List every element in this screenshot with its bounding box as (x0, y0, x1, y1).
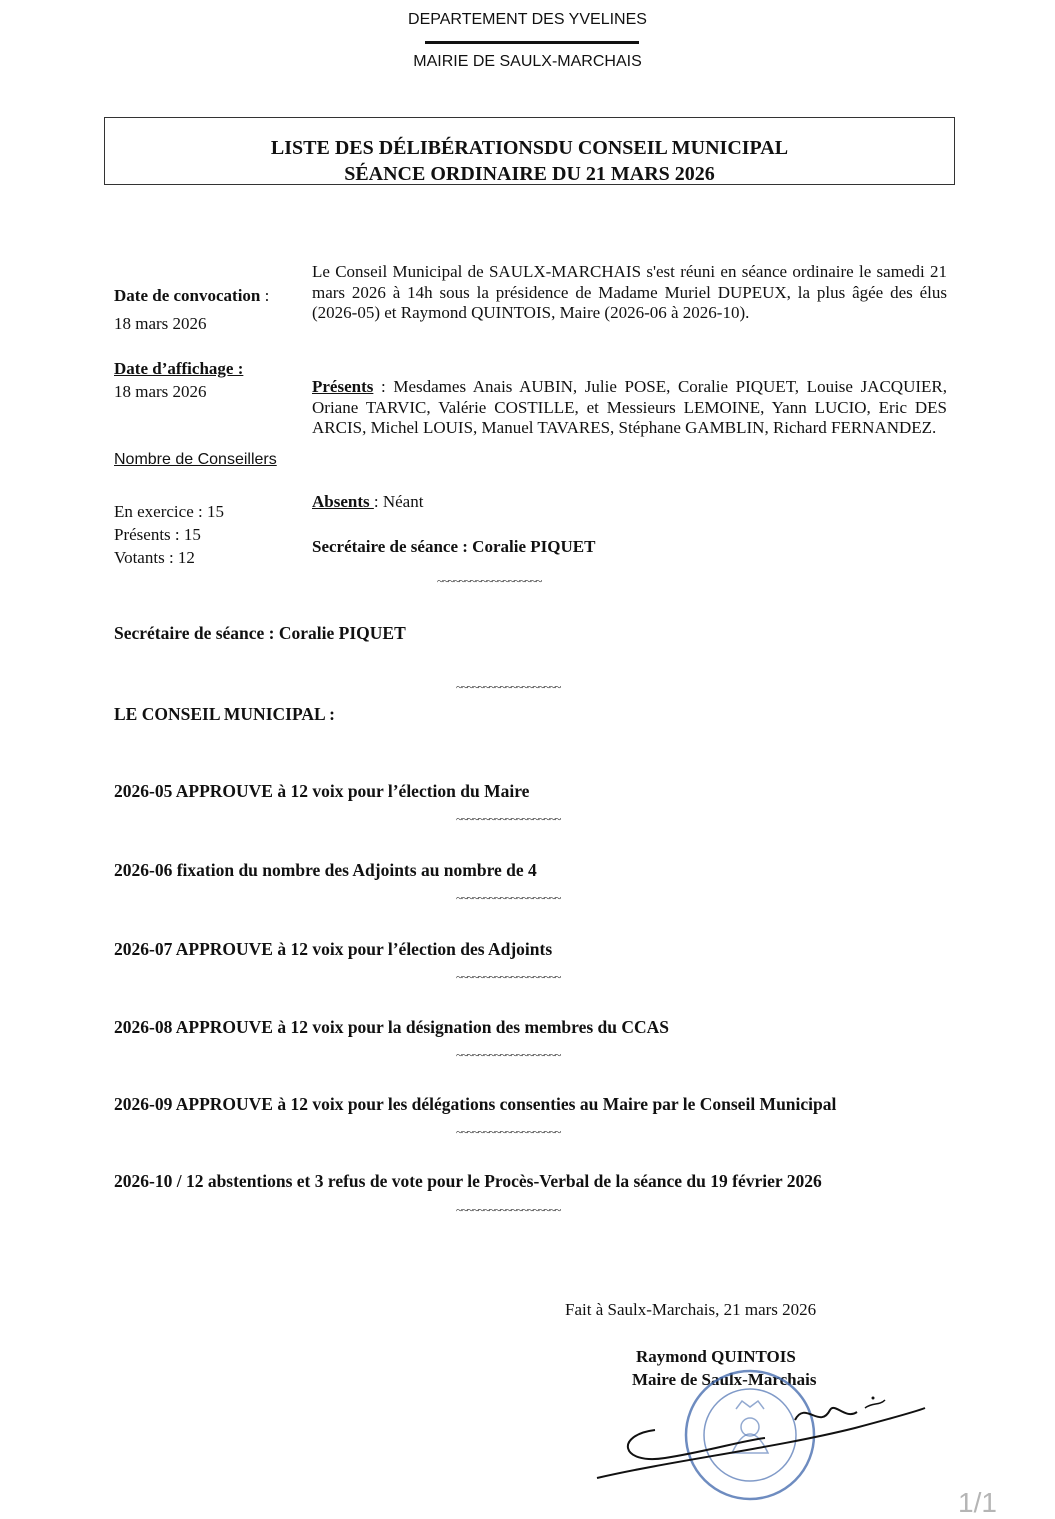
deliberation-item: 2026-09 APPROUVE à 12 voix pour les délégations consenties au Maire par le Conseil Municipal (114, 1094, 837, 1114)
separator: ~~~~~~~~~~~~~~~~~~~ (456, 891, 561, 905)
separator: ~~~~~~~~~~~~~~~~~~~ (456, 1203, 561, 1217)
body-secretaire: Secrétaire de séance : Coralie PIQUET (114, 623, 406, 643)
presents-label: Présents (312, 377, 374, 396)
mairie-header: MAIRIE DE SAULX-MARCHAIS (413, 53, 642, 70)
header-divider (425, 41, 639, 44)
department-header: DEPARTEMENT DES YVELINES (408, 11, 647, 28)
title-line-1: LISTE DES DÉLIBÉRATIONSDU CONSEIL MUNICIPAL (270, 137, 789, 159)
convocation-label: Date de convocation (114, 286, 261, 305)
absents-label: Absents (312, 492, 374, 511)
deliberation-item: 2026-05 APPROUVE à 12 voix pour l’élection du Maire (114, 781, 530, 801)
deliberation-item: 2026-07 APPROUVE à 12 voix pour l’élection des Adjoints (114, 939, 553, 959)
separator: ~~~~~~~~~~~~~~~~~~~ (437, 574, 542, 588)
separator: ~~~~~~~~~~~~~~~~~~~ (456, 1048, 561, 1062)
presents-paragraph (312, 377, 947, 439)
deliberation-item: 2026-10 / 12 abstentions et 3 refus de vote pour le Procès-Verbal de la séance du 19 février 2026 (114, 1171, 822, 1191)
conseil-heading: LE CONSEIL MUNICIPAL : (114, 704, 335, 724)
title-line-2: SÉANCE ORDINAIRE DU 21 MARS 2026 (344, 163, 715, 185)
deliberation-item: 2026-06 fixation du nombre des Adjoints au nombre de 4 (114, 860, 537, 880)
signatory-role: Maire de Saulx-Marchais (632, 1370, 817, 1389)
absents-value: : Néant (373, 492, 424, 511)
intro-secretaire: Secrétaire de séance : Coralie PIQUET (312, 537, 596, 556)
conseillers-label: Nombre de Conseillers (114, 451, 277, 468)
intro-paragraph: Le Conseil Municipal de SAULX-MARCHAIS s'est réuni en séance ordinaire le samedi 21 mars 2026 à 14h sous la présidence de Madame Muriel DUPEUX, la plus âgée des élus (2026-05) et Raymond QUINTOIS, Maire (2026-06 à 2026-10). (312, 262, 947, 322)
en-exercice: En exercice : 15 (114, 502, 224, 521)
affichage-date: 18 mars 2026 (114, 382, 207, 401)
title-box (104, 117, 955, 185)
affichage-label: Date d’affichage : (114, 359, 244, 378)
handwritten-signature (595, 1390, 930, 1485)
absents-row (312, 492, 423, 512)
convocation-colon: : (264, 286, 270, 305)
fait-a: Fait à Saulx-Marchais, 21 mars 2026 (565, 1300, 817, 1319)
convocation-label-row (114, 286, 269, 306)
deliberation-item: 2026-08 APPROUVE à 12 voix pour la désignation des membres du CCAS (114, 1017, 670, 1037)
separator: ~~~~~~~~~~~~~~~~~~~ (456, 812, 561, 826)
votants-count: Votants : 12 (114, 548, 195, 567)
convocation-date: 18 mars 2026 (114, 314, 207, 333)
presents-list: : Mesdames Anais AUBIN, Julie POSE, Coralie PIQUET, Louise JACQUIER, Oriane TARVIC, Valérie COSTILLE, et Messieurs LEMOINE, Yann LUCIO, Eric DES ARCIS, Michel LOUIS, Manuel TAVARES, Stéphane GAMBLIN, Richard FERNANDEZ. (312, 377, 947, 437)
signatory-name: Raymond QUINTOIS (636, 1347, 796, 1366)
separator: ~~~~~~~~~~~~~~~~~~~ (456, 1125, 561, 1139)
separator: ~~~~~~~~~~~~~~~~~~~ (456, 970, 561, 984)
page-indicator: 1/1 (958, 1487, 997, 1518)
separator: ~~~~~~~~~~~~~~~~~~~ (456, 680, 561, 694)
presents-count: Présents : 15 (114, 525, 201, 544)
